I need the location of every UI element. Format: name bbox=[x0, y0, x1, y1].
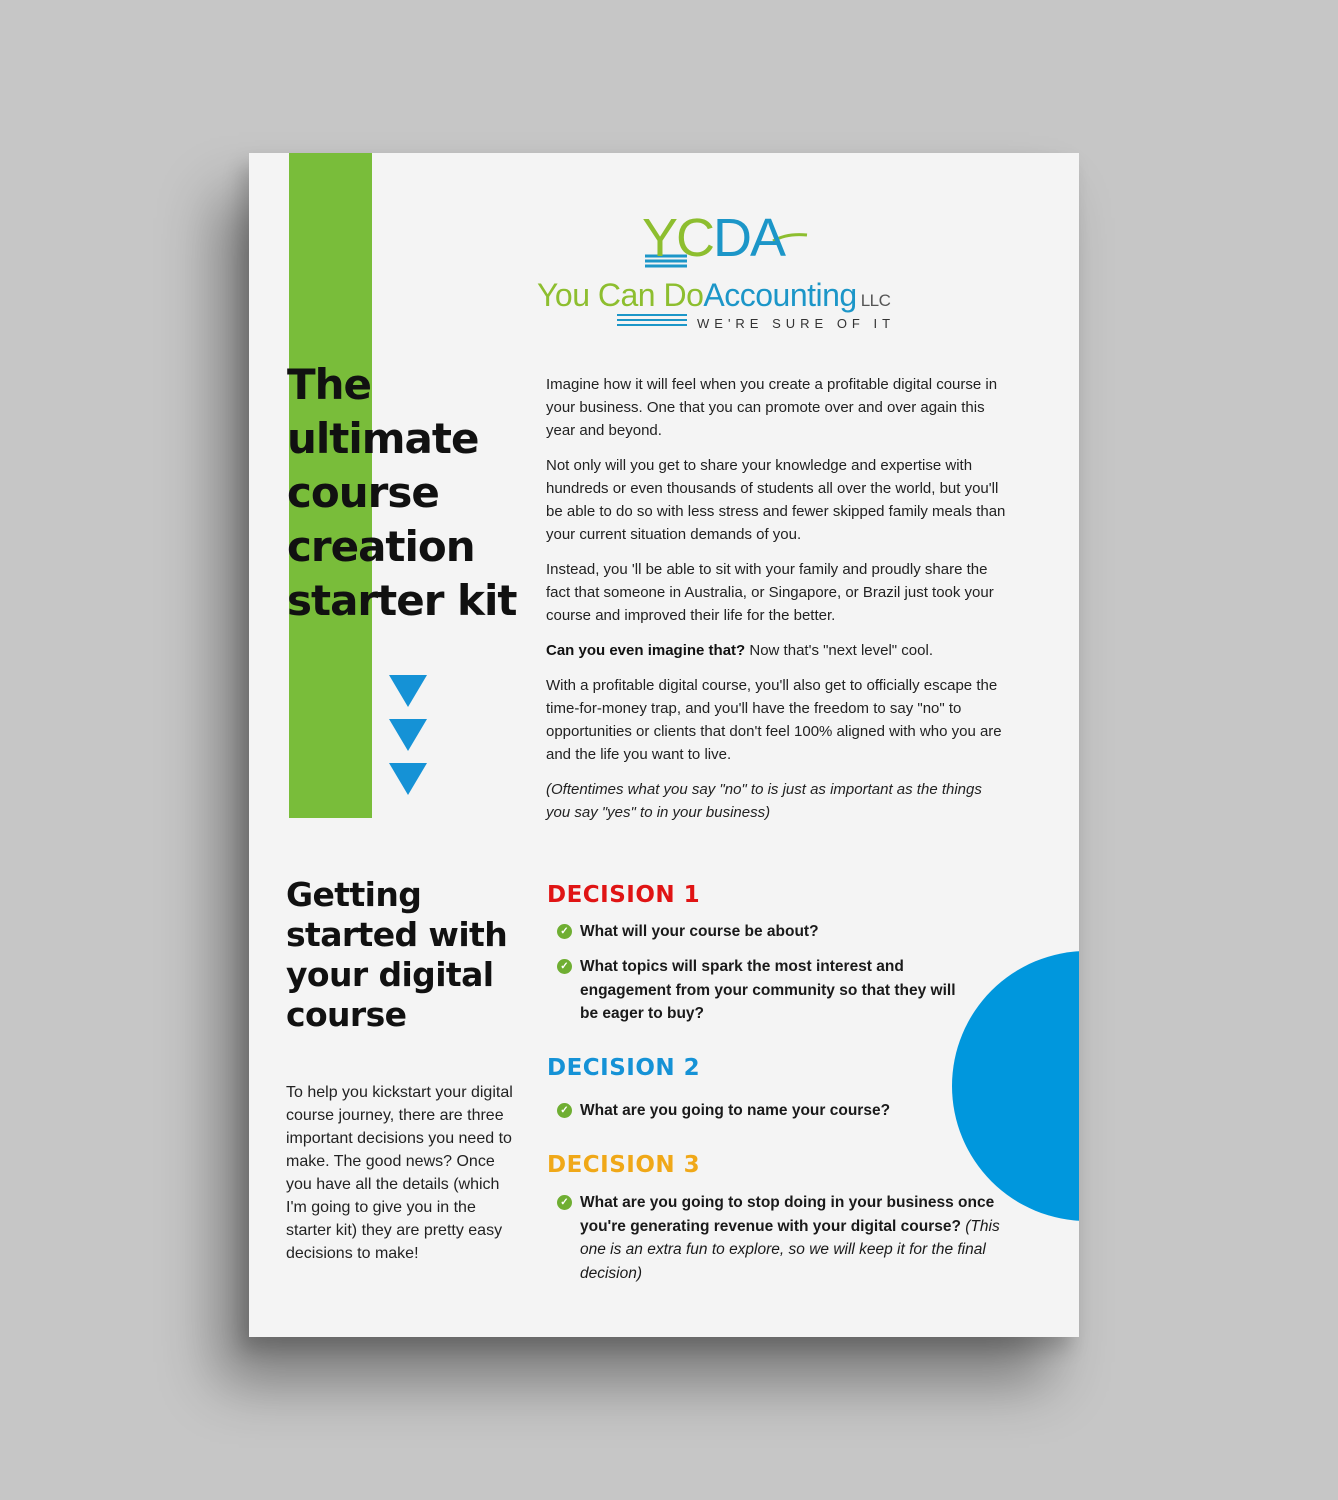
intro-paragraph-3: Instead, you 'll be able to sit with your family and proudly share the fact that someone in Australia, or Singapore, or Brazil just took your course and improved their life for the better. bbox=[546, 561, 994, 624]
logo-company-name bbox=[537, 275, 890, 321]
intro-paragraph-6: (Oftentimes what you say "no" to is just as important as the things you say "yes" to in your business) bbox=[546, 781, 982, 821]
decision-3-item-1 bbox=[557, 1191, 1002, 1285]
decision-1-item-2 bbox=[557, 955, 967, 1026]
decision-3-heading: DECISION 3 bbox=[547, 1152, 701, 1178]
logo-name-part2: Accounting bbox=[703, 277, 857, 313]
logo-monogram-yc: YC bbox=[642, 208, 714, 268]
logo-monogram bbox=[642, 208, 785, 268]
logo-name-part1: You Can Do bbox=[537, 277, 704, 313]
main-title: The ultimate course creation starter kit bbox=[287, 360, 517, 625]
decision-2-item-1 bbox=[557, 1099, 957, 1123]
company-logo bbox=[537, 208, 977, 331]
intro-paragraph-5: With a profitable digital course, you'll also get to officially escape the time-for-money trap, and you'll have the freedom to say "no" to opportunities or clients that don't feel 100% aligned with who you are and the life you want to live. bbox=[546, 677, 1002, 763]
section-title: Getting started with your digital course bbox=[286, 875, 508, 1034]
triangle-down-icon bbox=[389, 763, 427, 795]
logo-tagline: WE'RE SURE OF IT bbox=[697, 316, 896, 331]
decision-item-text bbox=[580, 1191, 1002, 1285]
intro-emphasis: Can you even imagine that? bbox=[546, 642, 746, 659]
intro-paragraph-4-rest: Now that's "next level" cool. bbox=[745, 642, 933, 659]
triangle-down-icon bbox=[389, 675, 427, 707]
decision-1-heading: DECISION 1 bbox=[547, 882, 701, 908]
decision-item-text: What will your course be about? bbox=[580, 923, 819, 940]
intro-paragraph-1: Imagine how it will feel when you create a profitable digital course in your business. One that you can promote over and over again this year and beyond. bbox=[546, 376, 998, 439]
check-circle-icon: ✓ bbox=[557, 924, 572, 939]
logo-monogram-da: DA bbox=[713, 208, 785, 268]
decorative-circle bbox=[952, 951, 1079, 1221]
decision-3-question: What are you going to stop doing in your business once you're generating revenue with your digital course? bbox=[580, 1194, 995, 1235]
flyer-page bbox=[249, 153, 1079, 1337]
intro-paragraph-2: Not only will you get to share your knowledge and expertise with hundreds or even thousands of students all over the world, but you'll be able to do so with less stress and fewer skipped family meals than your current situation demands of you. bbox=[546, 457, 1006, 543]
arrow-group bbox=[389, 675, 427, 807]
decision-2-heading: DECISION 2 bbox=[547, 1055, 701, 1081]
decision-item-text: What topics will spark the most interest and engagement from your community so that they will be eager to buy? bbox=[580, 958, 956, 1022]
decision-1-item-1 bbox=[557, 920, 887, 944]
triangle-down-icon bbox=[389, 719, 427, 751]
intro-text bbox=[546, 373, 1006, 836]
decision-3-note: (This one is an extra fun to explore, so we will keep it for the final decision) bbox=[580, 1217, 1000, 1282]
decision-item-text: What are you going to name your course? bbox=[580, 1102, 891, 1119]
check-circle-icon: ✓ bbox=[557, 1195, 572, 1210]
intro-paragraph-4 bbox=[546, 639, 1006, 662]
check-circle-icon: ✓ bbox=[557, 1103, 572, 1118]
help-text: To help you kickstart your digital course journey, there are three important decisions you need to make. The good news? Once you have all the details (which I'm going to give you in the starter kit) they are pretty easy decisions to make! bbox=[286, 1084, 513, 1262]
logo-suffix: LLC bbox=[860, 291, 891, 310]
check-circle-icon: ✓ bbox=[557, 959, 572, 974]
